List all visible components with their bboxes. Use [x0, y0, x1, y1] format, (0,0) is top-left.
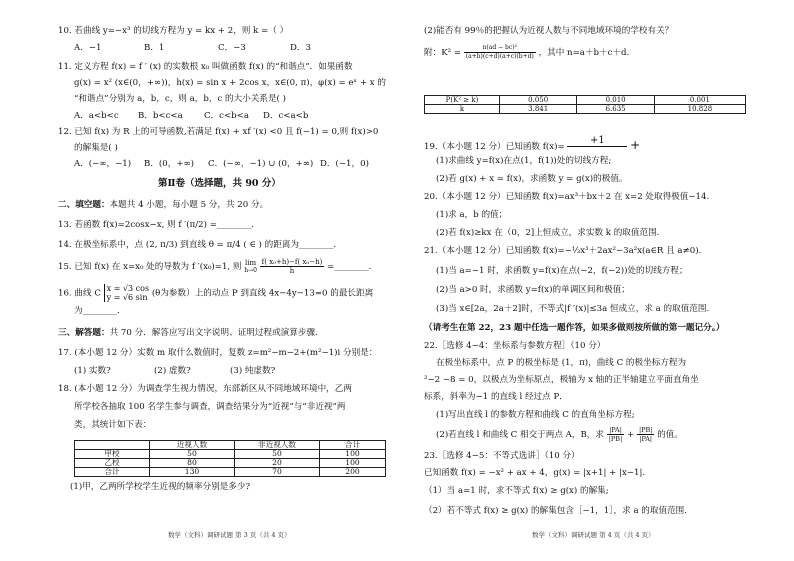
q23-line1: 已知函数 f(x) = −x² + ax + 4，g(x) = |x+1| + |x−1|. [424, 468, 646, 478]
q21-sub-2: (2)当 a>0 时，求函数 y=f(x)的单调区间和极值； [436, 285, 630, 295]
q13: 13. 若函数 f(x)=2cosx−x, 则 f ′(π/2) =________. [58, 220, 255, 230]
q22-sub-1: (1)写出直线 l 的参数方程和曲线 C 的直角坐标方程; [436, 410, 635, 420]
q15-denominator: h [289, 267, 295, 275]
q12-option-a: A．(−∞，−1) [74, 159, 132, 169]
q18-table [74, 440, 386, 477]
table-cell: 6.635 [577, 105, 654, 114]
q12-option-c: C．(−∞，−1) ∪ (0，+∞) [208, 159, 314, 169]
q15-text: 15. 已知 f(x) 在 x=x₀ 处的导数为 f ′(x₀)=1, 则 [58, 262, 242, 272]
fraction-denominator: |PA| [639, 435, 653, 443]
table-cell: 50 [150, 450, 235, 459]
q20-sub-1: (1)求 a，b 的值； [436, 210, 508, 220]
q23-sub-1: （1）当 a=1 时，求不等式 f(x) ≥ g(x) 的解集; [424, 486, 609, 496]
table-cell: 20 [235, 459, 320, 468]
table-header-cell: 非近视人数 [235, 441, 320, 450]
q19 [424, 136, 640, 157]
table-cell: 200 [320, 468, 386, 477]
q19-stem: 19.（本小题 12 分）已知函数 f(x)= [424, 142, 565, 152]
q12-line2: 的解集是( ) [74, 143, 118, 153]
q22-line2: ²−2 −8 = 0，以极点为坐标原点，极轴为 x 轴的正半轴建立平面直角坐 [424, 375, 699, 385]
page-footer-right: 数学（文科）调研试题 第 4 页（共 4 页） [532, 531, 655, 539]
table-cell: 10.828 [654, 105, 745, 114]
table-header-row [75, 441, 386, 450]
q22-sub-2-plus: + [627, 430, 635, 440]
table-cell: 甲校 [75, 450, 150, 459]
formula [424, 44, 629, 61]
table-cell: 50 [235, 450, 320, 459]
q12-option-b: B．(0，+∞) [144, 159, 195, 169]
fraction-numerator: |PB| [638, 426, 653, 434]
q16 [58, 284, 373, 302]
table-header-cell: 近视人数 [150, 441, 235, 450]
q17-option-1: (1) 实数? [74, 366, 111, 376]
q11-option-c: C．c<b<a [204, 111, 250, 121]
table-row [75, 450, 386, 459]
solve-section-desc: 共 70 分．解答应写出文字说明、证明过程或演算步骤． [109, 328, 324, 338]
q22-sub-2-end: 的值。 [657, 430, 683, 440]
q20-stem: 20.（本小题 12 分）已知函数 f(x)=ax³＋bx＋2 在 x=2 处取得极值−14. [424, 192, 710, 202]
q19-plus: + [630, 138, 641, 152]
fill-section-title: 二、填空题： [58, 200, 110, 210]
q11-option-d: D．c<a<b [263, 111, 309, 121]
q15-h: h→0 [244, 266, 257, 274]
choice-note: （请考生在第 22，23 题中任选一题作答，如果多做则按所做的第一题记分。） [424, 323, 725, 333]
q21-sub-3: (3)当 x∈[2a，2a＋2]时，不等式|f ′(x)|≤3a 恒成立，求 a 的取值范围. [436, 304, 710, 314]
q18-subquestion-1: (1)甲，乙两所学校学生近视的频率分别是多少? [70, 482, 251, 492]
q18-line3: 类，其统计如下表： [74, 420, 152, 430]
q14: 14. 在极坐标系中，点 (2, π/3) 到直线 θ = π/4 ( ∈ ) 的距离为________． [58, 240, 342, 250]
fraction-denominator: |PB| [608, 435, 623, 443]
q22-sub-2 [436, 426, 683, 443]
formula-numerator: n(ad − bc)² [464, 44, 536, 53]
q12-line1: 12. 已知 f(x) 为 R 上的可导函数,若满足 f(x) + xf ′(x) <0 且 f(−1) = 0,则 f(x)>0 [58, 127, 379, 137]
table-cell: 0.001 [654, 96, 745, 105]
solve-section-title: 三、解答题： [58, 328, 110, 338]
q23-sub-2: （2）若不等式 f(x) ≥ g(x) 的解集包含［−1，1］，求 a 的取值范围. [424, 506, 688, 516]
table-cell: 合计 [75, 468, 150, 477]
k-table [424, 95, 746, 114]
table-cell: 乙校 [75, 459, 150, 468]
q15 [58, 258, 371, 275]
q11-line3: “和谐点”分别为 a，b，c，则 a，b，c 的大小关系是( ) [74, 94, 286, 104]
q20-sub-2: (2)若 f(x)≥kx 在（0，2]上恒成立，求实数 k 的取值范围. [436, 228, 660, 238]
fraction-numerator: |PA| [607, 426, 625, 435]
formula-suffix: ，其中 n=a＋b＋c＋d. [538, 48, 630, 58]
fill-section-desc: 本题共 4 小题，每小题 5 分，共 20 分。 [109, 200, 269, 210]
table-row [75, 459, 386, 468]
q18-subquestion-2: (2)能否有 99％的把握认为近视人数与不同地域环境的学校有关？ [424, 26, 674, 36]
q17-option-2: (2) 虚数? [154, 366, 191, 376]
table-row [425, 105, 746, 114]
q22-line3: 标系，斜率为−1 的直线 l 经过点 P． [424, 392, 568, 402]
q16-text-c: 为________． [74, 306, 126, 316]
q16-curve-x: x = √3 cos [106, 284, 150, 293]
q22-line1: 在极坐标系中，点 P 的极坐标是 (1，π)，曲线 C 的极坐标方程为 [436, 358, 687, 368]
q15-lim: lim [245, 258, 257, 267]
part2-title: 第Ⅱ卷（选择题，共 90 分） [158, 178, 281, 189]
q18-line1: 18. (本小题 12 分）为调查学生视力情况，东部新区从不同地域环境中，乙两 [58, 384, 352, 394]
q19-fraction-numerator: +1 [567, 136, 627, 147]
table-row [75, 468, 386, 477]
table-cell: P(K² ≥ k) [425, 96, 500, 105]
q16-text-a: 16. 曲线 C [58, 288, 101, 299]
table-cell: 3.841 [500, 105, 577, 114]
q11-line1: 11. 定义方程 f(x) = f ′ (x) 的实数根 x₀ 叫做函数 f(x) 的“和谐点”．如果函数 [58, 62, 353, 72]
q15-numerator: f( x₀+h)−f( x₀−h) [261, 258, 323, 266]
formula-denominator: (a+b)(c+d)(a+c)(b+d) [465, 53, 534, 60]
table-cell: 0.010 [577, 96, 654, 105]
formula-prefix: 附：K² = [424, 48, 461, 58]
q12-option-d: D．(−1，0) [320, 159, 369, 169]
table-row [425, 96, 746, 105]
q22-sub-2-text: (2)若直线 l 和曲线 C 相交于两点 A，B，求 [436, 430, 604, 440]
q11-option-b: B．b<c<a [138, 111, 183, 121]
table-cell: 130 [150, 468, 235, 477]
q17-option-3: (3) 纯虚数? [230, 366, 276, 376]
table-cell: k [425, 105, 500, 114]
table-cell: 80 [150, 459, 235, 468]
q16-text-b: (θ为参数）上的动点 P 到直线 4x−4y−13=0 的最长距离 [151, 288, 374, 299]
q23-stem: 23.［选修 4−5：不等式选讲］（10 分） [424, 451, 580, 461]
q11-line2: g(x) = x² (x∈(0，+∞))，h(x) = sin x + 2cos x，x∈(0, π)，φ(x) = eˣ + x 的 [74, 78, 386, 88]
q10-option-c: C．−3 [218, 43, 246, 53]
q15-blank: =________. [327, 262, 372, 272]
q22-stem: 22.［选修 4−4：坐标系与参数方程］（10 分） [424, 341, 606, 351]
q21-sub-1: (1)当 a=−1 时，求函数 y=f(x)在点(−2，f(−2))处的切线方程； [436, 266, 688, 276]
q10-stem: 10. 若曲线 y=−x³ 的切线方程为 y = kx + 2，则 k =（ ） [58, 26, 289, 36]
q10-option-d: D．3 [290, 43, 311, 53]
page-footer-left: 数学（文科）调研试题 第 3 页（共 4 页） [168, 531, 291, 539]
q10-option-b: B．1 [144, 43, 165, 53]
q11-option-a: A．a<b<c [74, 111, 119, 121]
table-header-cell: 合计 [320, 441, 386, 450]
q21-stem: 21.（本小题 12 分）已知函数 f(x)=−⅓x³＋2ax²−3a²x(a∈R 且 a≠0). [424, 246, 702, 256]
table-cell: 0.050 [500, 96, 577, 105]
table-cell: 100 [320, 450, 386, 459]
q17: 17. (本小题 12 分）实数 m 取什么数值时，复数 z=m²−m−2+(m²−1)i 分别是： [58, 348, 378, 358]
table-cell: 100 [320, 459, 386, 468]
q10-option-a: A．−1 [74, 43, 102, 53]
q18-line2: 所学校各抽取 100 名学生参与调查，调查结果分为“近视”与“非近视”两 [74, 402, 346, 412]
q16-curve-y: y = √6 sin [106, 293, 148, 302]
table-cell: 70 [235, 468, 320, 477]
q19-sub-2: (2)若 g(x) + x = f(x)，求函数 y = g(x)的极值。 [436, 174, 628, 184]
q19-sub-1: (1)求曲线 y=f(x)在点(1，f(1))处的切线方程; [436, 156, 612, 166]
